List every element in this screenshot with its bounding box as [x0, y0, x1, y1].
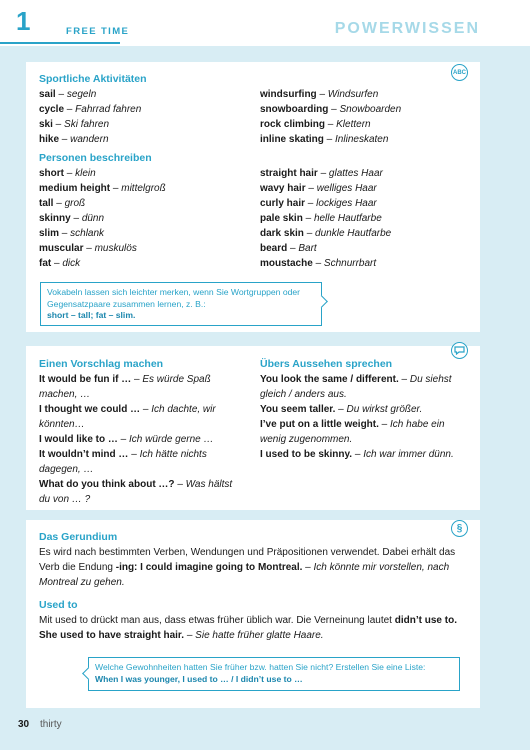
vocab-item: slim – schlank [39, 228, 105, 239]
vocab-item: straight hair – glattes Haar [260, 168, 383, 179]
exercise-callout [88, 657, 460, 691]
vocab-item: medium height – mittelgroß [39, 183, 166, 194]
page-number: 30 [18, 719, 30, 730]
unit-underline [0, 42, 120, 44]
phrases-panel [26, 346, 480, 510]
vocab-item: moustache – Schnurrbart [260, 258, 377, 269]
vocab-item: cycle – Fahrrad fahren [39, 104, 142, 115]
section-heading-sport: Sportliche Aktivitäten [39, 73, 147, 85]
brand-title: POWERWISSEN [334, 20, 480, 37]
abc-icon: ABC [451, 64, 468, 81]
vocab-item: pale skin – helle Hautfarbe [260, 213, 382, 224]
vocab-item: fat – dick [39, 258, 81, 269]
section-heading-gerund: Das Gerundium [39, 531, 118, 543]
phrase-item: I used to be skinny. – Ich war immer dünn. [260, 449, 454, 460]
section-heading-appearance: Übers Aussehen sprechen [260, 358, 393, 370]
phrase-item: It wouldn’t mind … – Ich hätte nichts dagegen, … [39, 449, 207, 475]
phrase-item: You seem taller. – Du wirkst größer. [260, 404, 423, 415]
gerund-explanation: Es wird nach bestimmten Verben, Wendungen und Präpositionen verwendet. Dabei erhält das Verb die Endung -ing: I could imagine going to Montreal. – Ich könnte mir vorstellen, nach Montreal zu gehen. [39, 547, 456, 588]
section-heading-people: Personen beschreiben [39, 152, 152, 164]
vocab-item: rock climbing – Klettern [260, 119, 371, 130]
phrase-item: You look the same / different. – Du siehst gleich / anders aus. [260, 374, 452, 400]
callout-pointer [82, 667, 95, 680]
vocab-item: beard – Bart [260, 243, 317, 254]
grammar-content [39, 530, 467, 643]
phrase-item: What do you think about …? – Was hältst du von … ? [39, 479, 233, 505]
vocab-item: short – klein [39, 168, 96, 179]
suggestion-column [39, 357, 244, 507]
section-heading-usedto: Used to [39, 599, 78, 611]
vocab-item: skinny – dünn [39, 213, 105, 224]
exercise-text: Welche Gewohnheiten hatten Sie früher bzw. hatten Sie nicht? Erstellen Sie eine Liste: [95, 662, 426, 672]
vocab-item: muscular – muskulös [39, 243, 137, 254]
vocab-item: sail – segeln [39, 89, 97, 100]
vocab-item: inline skating – Inlineskaten [260, 134, 389, 145]
phrase-item: I thought we could … – Ich dachte, wir könnten… [39, 404, 216, 430]
tip-example: short – tall; fat – slim. [47, 310, 136, 320]
vocab-item: tall – groß [39, 198, 86, 209]
vocab-right-column [260, 87, 460, 271]
tip-callout [40, 282, 322, 326]
vocab-item: hike – wandern [39, 134, 109, 145]
vocab-left-column [39, 72, 254, 271]
phrase-item: It would be fun if … – Es würde Spaß machen, … [39, 374, 211, 400]
page-number-word: thirty [40, 719, 62, 730]
phrase-item: I would like to … – Ich würde gerne … [39, 434, 214, 445]
exercise-example: When I was younger, I used to … / I didn’t use to … [95, 673, 303, 684]
section-heading-suggestion: Einen Vorschlag machen [39, 358, 164, 370]
paragraph-icon: § [451, 520, 468, 537]
vocab-item: dark skin – dunkle Hautfarbe [260, 228, 392, 239]
vocab-item: windsurfing – Windsurfen [260, 89, 379, 100]
unit-number: 1 [16, 6, 31, 36]
unit-label: FREE TIME [66, 26, 130, 37]
vocab-item: wavy hair – welliges Haar [260, 183, 377, 194]
vocab-item: snowboarding – Snowboarden [260, 104, 402, 115]
vocab-panel [26, 62, 480, 332]
vocab-item: curly hair – lockiges Haar [260, 198, 377, 209]
page-header [0, 0, 530, 46]
appearance-column [260, 357, 470, 462]
phrase-item: I’ve put on a little weight. – Ich habe ein wenig zugenommen. [260, 419, 445, 445]
usedto-explanation: Mit used to drückt man aus, dass etwas früher üblich war. Die Verneinung lautet didn’t use to. She used to have straight hair. – Sie hatte früher glatte Haare. [39, 615, 457, 641]
vocab-item: ski – Ski fahren [39, 119, 110, 130]
grammar-panel [26, 520, 480, 708]
callout-pointer [315, 295, 328, 308]
tip-text: Vokabeln lassen sich leichter merken, wenn Sie Wortgruppen oder Gegensatzpaare zusammen lernen, z. B.: [47, 287, 301, 309]
